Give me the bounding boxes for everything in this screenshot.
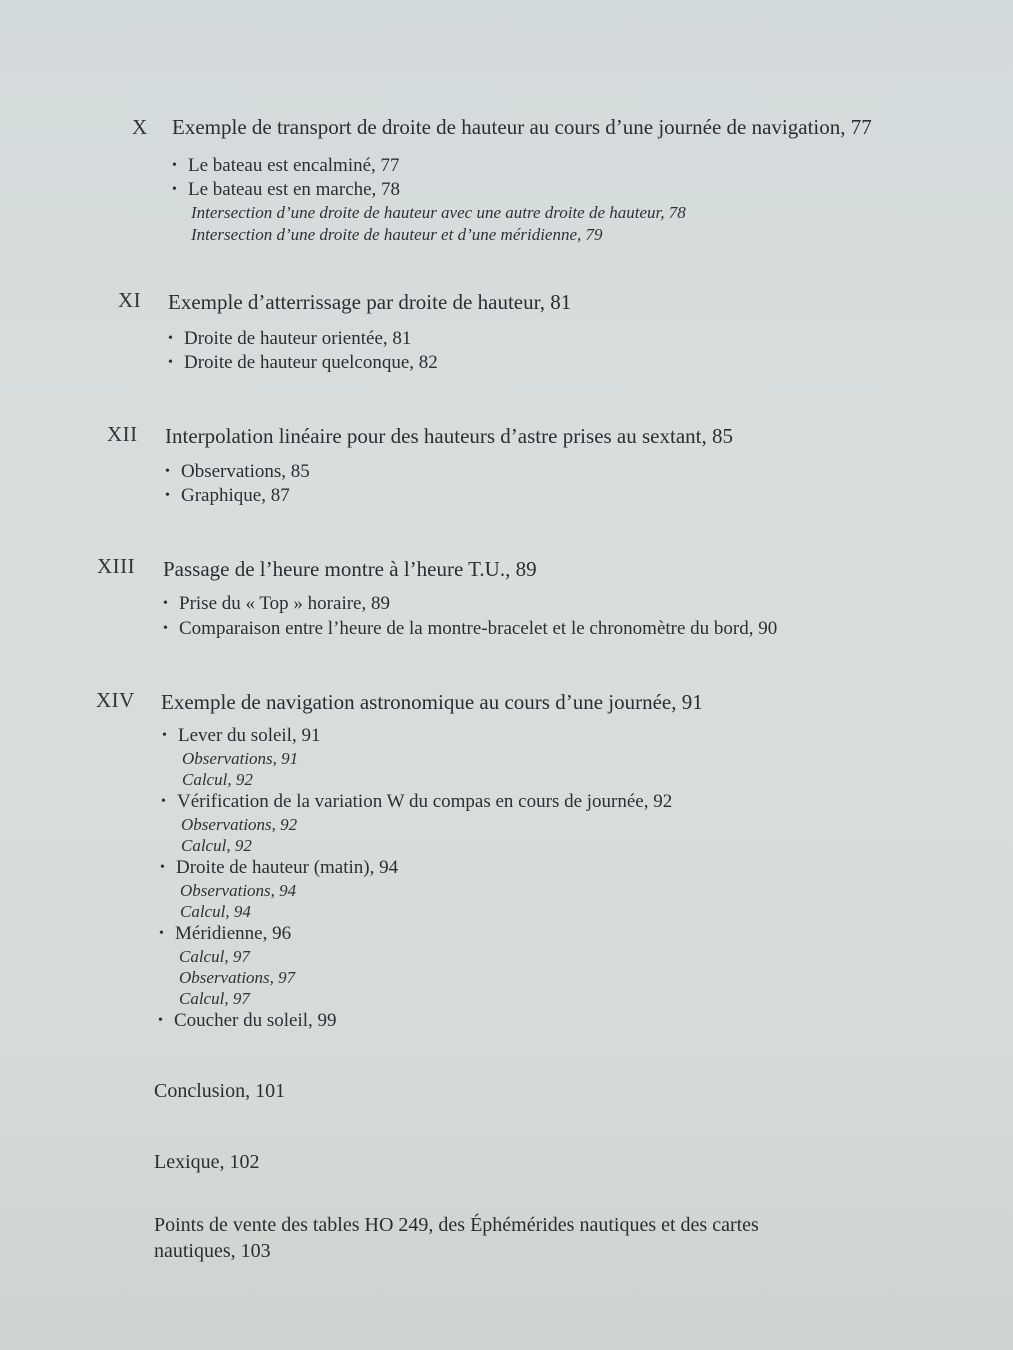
list-item-label: Le bateau est en marche, 78 xyxy=(188,179,401,200)
bullet-icon: • xyxy=(168,355,173,370)
list-item-label: Prise du « Top » horaire, 89 xyxy=(179,593,390,614)
list-item-label: Observations, 85 xyxy=(181,461,310,482)
bullet-icon: • xyxy=(163,596,168,611)
sub-item: Calcul, 97 xyxy=(179,947,250,966)
list-item xyxy=(165,461,310,483)
list-item-label: Vérification de la variation W du compas en cours de journée, 92 xyxy=(177,791,673,812)
list-item xyxy=(161,791,672,813)
points-de-vente-entry-line2: nautiques, 103 xyxy=(154,1240,271,1262)
list-item-label: Droite de hauteur quelconque, 82 xyxy=(184,352,438,373)
chapter-number: XIII xyxy=(97,554,136,578)
chapter-title: Exemple de navigation astronomique au cours d’une journée, 91 xyxy=(161,690,703,714)
list-item xyxy=(168,328,411,350)
list-item-label: Le bateau est encalminé, 77 xyxy=(188,155,400,176)
chapter-number: X xyxy=(132,115,148,139)
bullet-icon: • xyxy=(165,488,170,503)
list-item xyxy=(160,857,398,879)
bullet-icon: • xyxy=(162,728,167,743)
chapter-number: XII xyxy=(107,422,138,446)
list-item xyxy=(165,485,290,507)
list-item xyxy=(158,1010,337,1032)
bullet-icon: • xyxy=(172,182,177,197)
sub-item: Observations, 97 xyxy=(179,968,296,987)
bullet-icon: • xyxy=(163,621,168,636)
sub-item: Calcul, 92 xyxy=(182,770,253,789)
bullet-icon: • xyxy=(159,926,164,941)
list-item-label: Coucher du soleil, 99 xyxy=(174,1010,337,1031)
sub-item: Calcul, 97 xyxy=(179,989,250,1008)
list-item xyxy=(163,593,390,615)
chapter-title: Passage de l’heure montre à l’heure T.U., 89 xyxy=(163,557,537,581)
chapter-number: XI xyxy=(118,288,142,312)
chapter-number: XIV xyxy=(96,688,135,712)
list-item-label: Graphique, 87 xyxy=(181,485,290,506)
list-item xyxy=(168,352,438,374)
bullet-icon: • xyxy=(172,158,177,173)
sub-item: Observations, 91 xyxy=(182,749,299,768)
list-item-label: Comparaison entre l’heure de la montre-bracelet et le chronomètre du bord, 90 xyxy=(179,618,778,639)
list-item xyxy=(162,725,320,747)
list-item-label: Méridienne, 96 xyxy=(175,923,292,944)
sub-item: Observations, 94 xyxy=(180,881,297,900)
chapter-title: Exemple de transport de droite de hauteur au cours d’une journée de navigation, 77 xyxy=(172,115,872,139)
list-item-label: Droite de hauteur (matin), 94 xyxy=(176,857,399,878)
bullet-icon: • xyxy=(168,331,173,346)
list-item xyxy=(163,618,777,640)
sub-item: Calcul, 94 xyxy=(180,902,251,921)
bullet-icon: • xyxy=(160,860,165,875)
list-item-label: Lever du soleil, 91 xyxy=(178,725,321,746)
bullet-icon: • xyxy=(165,464,170,479)
sub-item: Calcul, 92 xyxy=(181,836,252,855)
conclusion-entry: Conclusion, 101 xyxy=(154,1080,286,1102)
sub-item: Observations, 92 xyxy=(181,815,298,834)
sub-item: Intersection d’une droite de hauteur avec une autre droite de hauteur, 78 xyxy=(191,203,686,222)
sub-item: Intersection d’une droite de hauteur et d’une méridienne, 79 xyxy=(191,225,603,244)
list-item xyxy=(159,923,291,945)
chapter-title: Exemple d’atterrissage par droite de hauteur, 81 xyxy=(168,290,572,314)
bullet-icon: • xyxy=(158,1013,163,1028)
list-item xyxy=(172,155,400,177)
list-item-label: Droite de hauteur orientée, 81 xyxy=(184,328,412,349)
bullet-icon: • xyxy=(161,794,166,809)
list-item xyxy=(172,179,400,201)
points-de-vente-entry-line1: Points de vente des tables HO 249, des Éphémérides nautiques et des cartes xyxy=(154,1214,759,1236)
chapter-title: Interpolation linéaire pour des hauteurs d’astre prises au sextant, 85 xyxy=(165,424,733,448)
lexique-entry: Lexique, 102 xyxy=(154,1151,260,1173)
